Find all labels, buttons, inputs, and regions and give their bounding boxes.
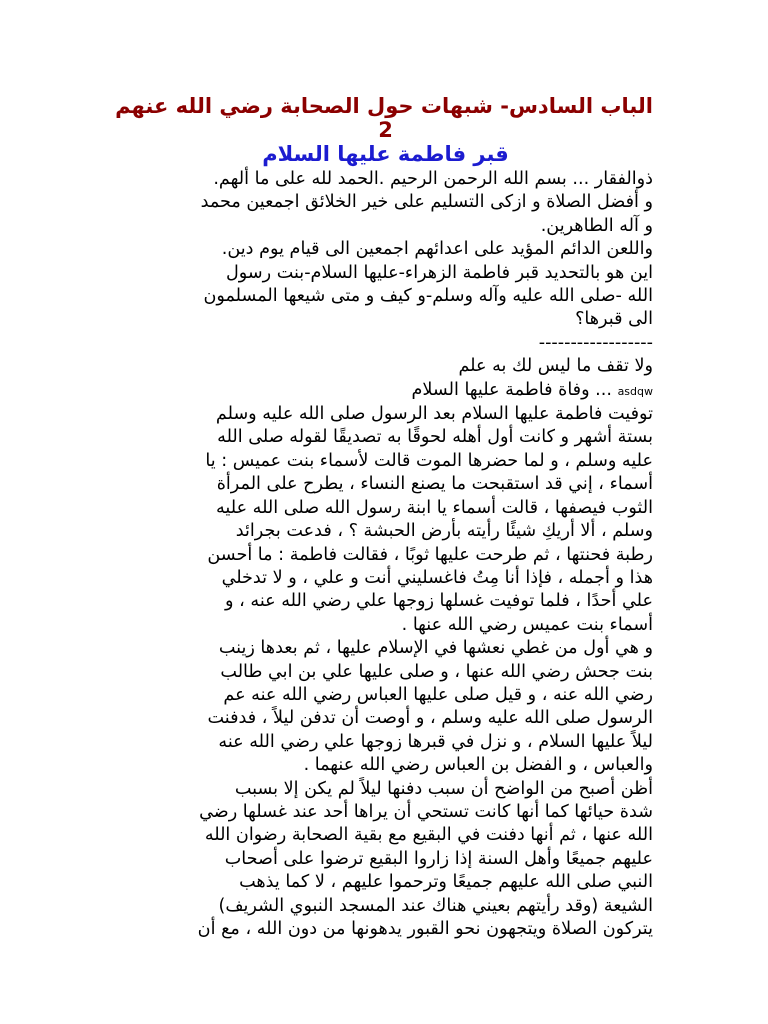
text-line: توفيت فاطمة عليها السلام بعد الرسول صلى الله عليه وسلم [215,404,653,425]
text-line: ذوالفقار ... بسم الله الرحمن الرحيم .الحمد لله على ما ألهم. [213,169,653,189]
text-line: عليهم جميعًا وأهل السنة إذا زاروا البقيع ترضوا على أصحاب [224,848,653,869]
reply-author: asdqw [617,384,653,398]
chapter-title [115,94,653,142]
section-subtitle: قبر فاطمة عليها السلام [262,142,509,166]
document-body [118,168,653,941]
text-line: وسلم ، ألا أريكِ شيئًا رأيته بأرض الحبشة ؟ ، فدعت بجرائد [235,521,653,542]
separator-line: ------------------ [538,332,653,353]
text-line: الله -صلى الله عليه وآله وسلم-و كيف و متى شيعها المسلمون [203,286,653,307]
text-line: و آله الطاهرين. [540,215,653,236]
text-line: الرسول صلى الله عليه وسلم ، و أوصت أن تدفن ليلاً ، فدفنت [207,708,653,729]
text-line: يتركون الصلاة ويتجهون نحو القبور يدهونها من دون الله ، مع أن [197,919,653,939]
text-line: و هي أول من غطي نعشها في الإسلام عليها ، ثم بعدها زينب [218,638,653,659]
text-line: بنت جحش رضي الله عنها ، و صلى عليها علي بن ابي طالب [220,661,653,682]
document-page [115,94,653,941]
reply-heading-line [118,379,653,403]
text-line: اين هو بالتحديد قبر فاطمة الزهراء-عليها السلام-بنت رسول [226,262,653,283]
text-line: الثوب فيصفها ، قالت أسماء يا ابنة رسول الله صلى الله عليه [216,497,653,518]
chapter-title-number: 2 [378,118,393,142]
text-line: الله عنها ، ثم أنها دفنت في البقيع مع بقية الصحابة رضوان الله [204,825,653,846]
text-line: ليلاً عليها السلام ، و نزل في قبرها زوجها علي رضي الله عنه [218,731,653,752]
question-block [118,168,653,332]
text-line: رطبة فحنتها ، ثم طرحت عليها ثوبًا ، فقالت فاطمة : ما أحسن [207,544,653,565]
text-line: و أفضل الصلاة و ازكى التسليم على خير الخلائق اجمعين محمد [200,192,653,213]
text-line: أسماء ، إني قد استقبحت ما يصنع النساء ، يطرح على المرأة [216,474,653,495]
text-line: بستة أشهر و كانت أول أهله لحوقًا به تصديقًا لقوله صلى الله [217,427,653,448]
text-line: علي أحدًا ، فلما توفيت غسلها زوجها علي رضي الله عنه ، و [225,591,653,612]
text-line: أظن أصبح من الواضح أن سبب دفنها ليلاً لم يكن إلا بسبب [234,778,653,799]
text-line: الى قبرها؟ [575,309,653,330]
text-line: النبي صلى الله عليهم جميعًا وترحموا عليهم ، لا كما يذهب [239,872,653,893]
text-line: شدة حيائها كما أنها كانت تستحي أن يراها أحد عند غسلها رضي [199,801,653,822]
reply-heading-text: ... وفاة فاطمة عليها السلام [411,379,612,400]
text-line: واللعن الدائم المؤيد على اعدائهم اجمعين الى قيام يوم دين. [221,239,653,260]
text-line: الشيعة (وقد رأيتهم بعيني هناك عند المسجد النبوي الشريف) [218,895,653,916]
text-line: رضي الله عنه ، و قيل صلى عليها العباس رضي الله عنه عم [223,684,653,705]
text-line: والعباس ، و الفضل بن العباس رضي الله عنهما . [303,755,653,776]
text-line: عليه وسلم ، و لما حضرها الموت قالت لأسماء بنت عميس : يا [205,450,653,471]
text-line: أسماء بنت عميس رضي الله عنها . [401,614,653,635]
text-line: هذا و أجمله ، فإذا أنا مِتُ فاغسليني أنت و علي ، و لا تدخلي [221,567,653,588]
answer-block [118,403,653,941]
reply-quote-line: ولا تقف ما ليس لك به علم [458,356,653,377]
chapter-title-line: الباب السادس- شبهات حول الصحابة رضي الله عنهم [115,94,653,118]
